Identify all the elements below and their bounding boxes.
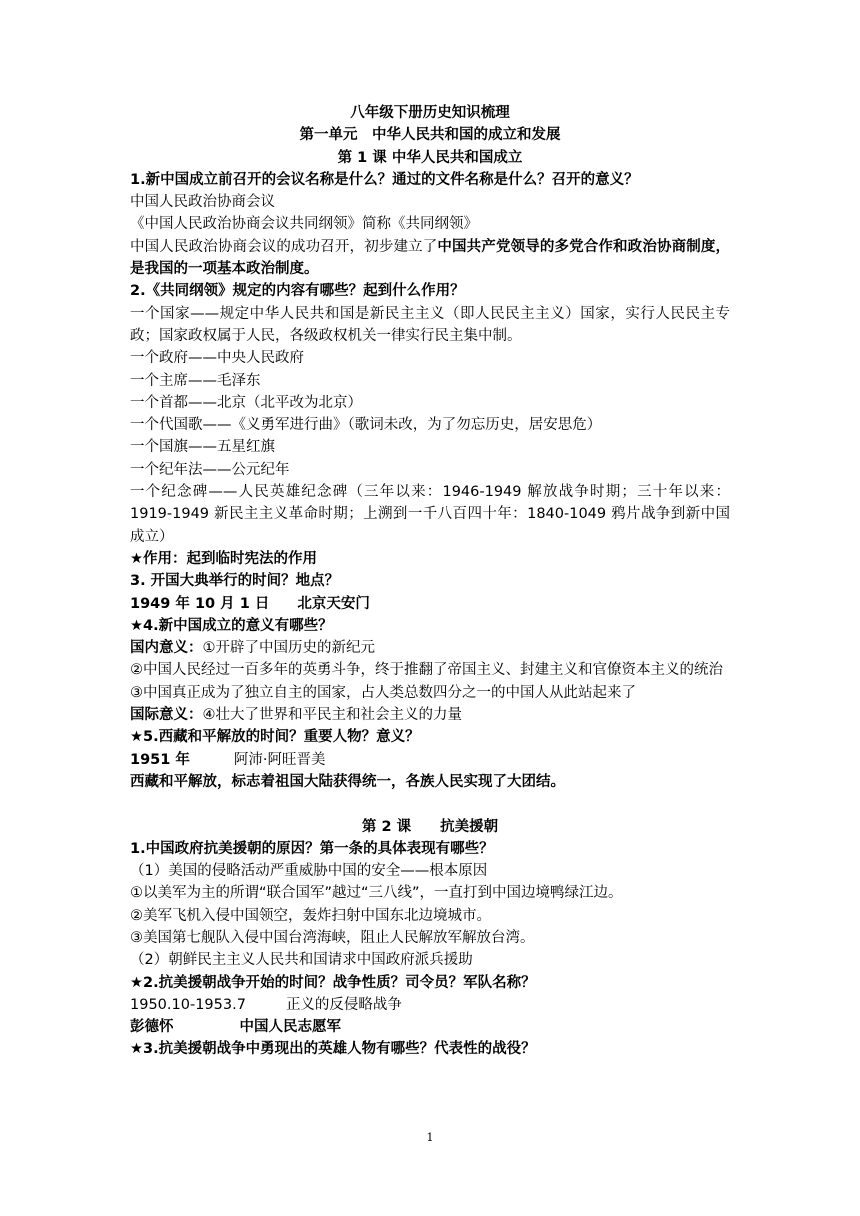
document-title: 八年级下册历史知识梳理 bbox=[350, 105, 510, 121]
answer-label: 国际意义： bbox=[130, 707, 203, 724]
answer-text: 一个主席——毛泽东 bbox=[130, 372, 261, 389]
answer-row bbox=[130, 994, 730, 1016]
document-page bbox=[130, 102, 730, 1061]
lesson1-title: 第 1 课 中华人民共和国成立 bbox=[337, 149, 523, 166]
answer-text: ④壮大了世界和平民主和社会主义的力量 bbox=[202, 707, 462, 724]
answer-text: 一个首都——北京（北平改为北京） bbox=[130, 394, 362, 411]
answer-person: 阿沛·阿旺晋美 bbox=[233, 751, 326, 768]
answer-nature: 正义的反侵略战争 bbox=[285, 996, 402, 1013]
answer-row bbox=[130, 593, 730, 615]
question-3: ★3.抗美援朝战争中勇现出的英雄人物有哪些？代表性的战役？ bbox=[130, 1041, 536, 1058]
answer-text: 一个国旗——五星红旗 bbox=[130, 439, 275, 456]
answer-text: ①开辟了中国历史的新纪元 bbox=[202, 640, 375, 657]
unit-title: 第一单元 中华人民共和国的成立和发展 bbox=[299, 127, 561, 144]
question-3: 3. 开国大典举行的时间？地点？ bbox=[130, 573, 340, 590]
answer-text: 中国人民政治协商会议 bbox=[130, 194, 275, 211]
question-1: 1.新中国成立前召开的会议名称是什么？通过的文件名称是什么？召开的意义？ bbox=[130, 171, 639, 188]
answer-text: ③中国真正成为了独立自主的国家，占人类总数四分之一的中国人从此站起来了 bbox=[130, 684, 636, 701]
answer-emphasis: ★作用：起到临时宪法的作用 bbox=[130, 550, 317, 567]
answer-place: 北京天安门 bbox=[297, 595, 370, 612]
question-1: 1.中国政府抗美援朝的原因？第一条的具体表现有哪些？ bbox=[130, 840, 494, 857]
question-2: 2.《共同纲领》规定的内容有哪些？起到什么作用？ bbox=[130, 283, 465, 300]
answer-text: ③美国第七舰队入侵中国台湾海峡，阻止人民解放军解放台湾。 bbox=[130, 929, 535, 946]
answer-text: ②中国人民经过一百多年的英勇斗争，终于推翻了帝国主义、封建主义和官僚资本主义的统治 bbox=[130, 662, 723, 679]
answer-label: 国内意义： bbox=[130, 640, 203, 657]
answer-emphasis: 西藏和平解放，标志着祖国大陆获得统一，各族人民实现了大团结。 bbox=[130, 773, 565, 790]
question-2: ★2.抗美援朝战争开始的时间？战争性质？司令员？军队名称？ bbox=[130, 974, 536, 991]
answer-row bbox=[130, 749, 730, 771]
answer-text: 一个国家——规定中华人民共和国是新民主主义（即人民民主主义）国家，实行人民民主专政；国家政权属于人民，各级政权机关一律实行民主集中制。 bbox=[130, 305, 730, 344]
answer-time: 1950.10-1953.7 bbox=[130, 996, 246, 1013]
answer-text: （1）美国的侵略活动严重威胁中国的安全——根本原因 bbox=[130, 863, 488, 880]
answer-commander: 彭德怀 bbox=[130, 1019, 174, 1036]
lesson2-title: 第 2 课 抗美援朝 bbox=[361, 818, 499, 835]
answer-row bbox=[130, 1016, 730, 1038]
answer-row bbox=[130, 637, 730, 659]
question-5: ★5.西藏和平解放的时间？重要人物？意义？ bbox=[130, 729, 420, 746]
answer-text: 一个代国歌——《义勇军进行曲》（歌词未改，为了勿忘历史，居安思危） bbox=[130, 417, 602, 434]
answer-year: 1951 年 bbox=[130, 751, 190, 768]
answer-text: 一个纪年法——公元纪年 bbox=[130, 461, 290, 478]
answer-text: （2）朝鲜民主主义人民共和国请求中国政府派兵援助 bbox=[130, 952, 473, 969]
answer-text: ②美军飞机入侵中国领空，轰炸扫射中国东北边境城市。 bbox=[130, 907, 491, 924]
answer-emphasis: 中国共产党领导的多党合作和政治协商制度，是我国的一项基本政治制度。 bbox=[130, 238, 731, 278]
answer-text: 中国人民政治协商会议的成功召开，初步建立了 bbox=[130, 238, 438, 255]
answer-army: 中国人民志愿军 bbox=[239, 1019, 341, 1036]
answer-text: ①以美军为主的所谓“联合国军”越过“三八线”，一直打到中国边境鸭绿江边。 bbox=[130, 885, 623, 902]
question-4: ★4.新中国成立的意义有哪些？ bbox=[130, 617, 333, 634]
answer-paragraph bbox=[130, 236, 730, 281]
answer-text: 一个政府——中央人民政府 bbox=[130, 350, 304, 367]
answer-row bbox=[130, 704, 730, 726]
section-spacer bbox=[130, 793, 730, 815]
answer-text: 《中国人民政治协商会议共同纲领》简称《共同纲领》 bbox=[130, 216, 478, 233]
page-number: 1 bbox=[426, 1131, 434, 1144]
answer-text: 一个纪念碑——人民英雄纪念碑（三年以来：1946-1949 解放战争时期；三十年以来：1919-1949 新民主主义革命时期；上溯到一千八百四十年：1840-1049 鸦片战争到新中国成立） bbox=[130, 484, 730, 545]
answer-date: 1949 年 10 月 1 日 bbox=[130, 595, 270, 612]
